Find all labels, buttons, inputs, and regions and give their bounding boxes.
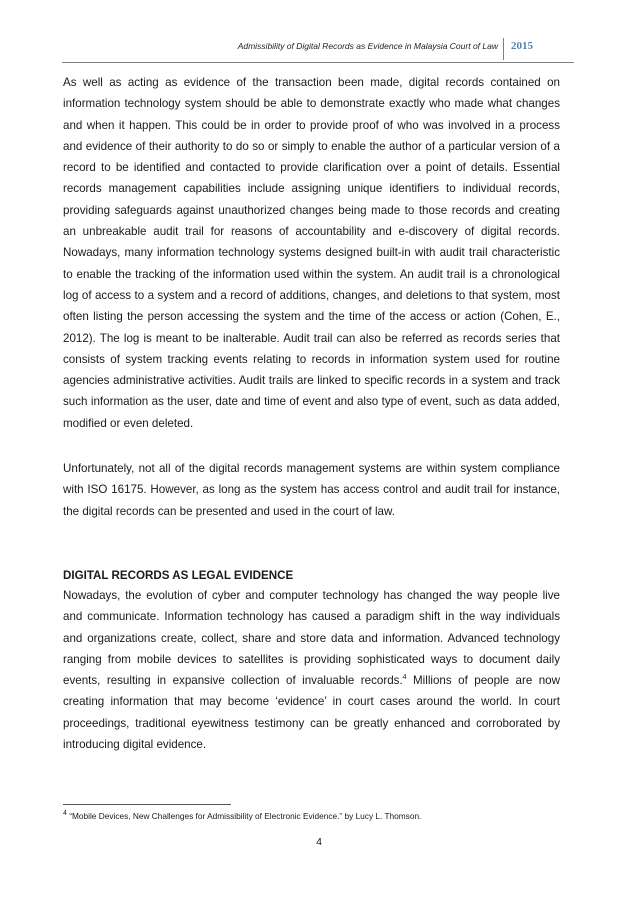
header-separator — [503, 38, 504, 60]
header-rule — [62, 62, 574, 63]
paragraph-legal-evidence — [63, 585, 560, 755]
section-heading: DIGITAL RECORDS AS LEGAL EVIDENCE — [63, 569, 294, 582]
footnote-marker: 4 — [63, 810, 67, 818]
footnote-reference[interactable]: 4 — [402, 674, 407, 682]
footnote-separator — [63, 804, 231, 805]
page-header — [0, 38, 638, 58]
footnote — [63, 811, 560, 822]
header-year: 2015 — [511, 40, 533, 52]
paragraph-legal-evidence-rest: Millions of people are now creating information that may become ‘evidence’ in court cases around the world. In court proceedings, traditional eyewitness testimony can be greatly enhanced and corroborated by introducing digital evidence. — [63, 674, 560, 752]
page-number: 4 — [316, 836, 322, 848]
paragraph-iso-compliance: Unfortunately, not all of the digital records management systems are within system compliance with ISO 16175. However, as long as the system has access control and audit trail for instance, the digital records can be presented and used in the court of law. — [63, 462, 560, 518]
footnote-text: “Mobile Devices, New Challenges for Admissibility of Electronic Evidence.” by Lucy L. Thomson. — [66, 811, 422, 821]
paragraph-audit-trail: As well as acting as evidence of the transaction been made, digital records contained on information technology system should be able to demonstrate exactly who made what changes and when it happen. This could be in order to provide proof of who was involved in a process and evidence of their authority to do so or simply to enable the author of a particular version of a record to be identified and contacted to provide clarification over a point of details. Essential records management capabilities include assigning unique identifiers to individual records, providing safeguards against unauthorized changes being made to those records and creating an unbreakable audit trail for reasons of accountability and e-discovery of digital records. Nowadays, many information technology systems designed built-in with audit trail characteristic to enable the tracking of the information used within the system. An audit trail is a chronological log of access to a system and a record of additions, changes, and deletions to that system, most often listing the person accessing the system and the time of the access or action (Cohen, E., 2012). The log is meant to be inalterable. Audit trail can also be referred as records series that consists of system tracking events relating to records in information system used for routine agencies administrative activities. Audit trails are linked to specific records in a system and track such information as the user, date and time of event and also type of event, such as data added, modified or even deleted. — [63, 76, 560, 430]
paragraph-legal-evidence-main: Nowadays, the evolution of cyber and computer technology has changed the way people live and communicate. Information technology has caused a paradigm shift in the way individuals and organizations create, collect, share and store data and information. Advanced technology ranging from mobile devices to satellites is providing sophisticated ways to document daily events, resulting in expansive collection of invaluable records. — [63, 589, 560, 688]
header-title: Admissibility of Digital Records as Evidence in Malaysia Court of Law — [237, 41, 498, 51]
